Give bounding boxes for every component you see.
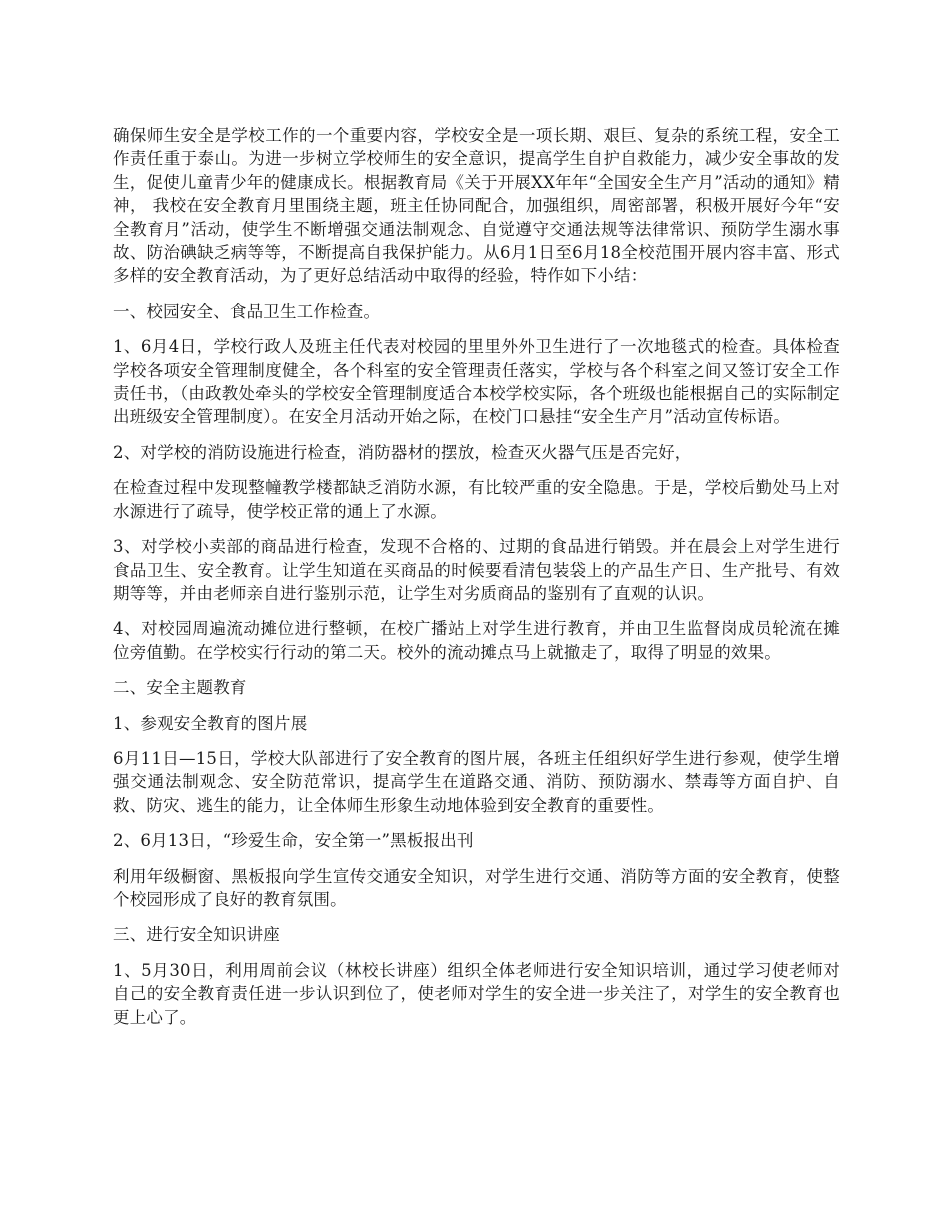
paragraph-item-1-inspection: 1、6月4日，学校行政人及班主任代表对校园的里里外外卫生进行了一次地毯式的检查。具体检查学校各项安全管理制度健全，各个科室的安全管理责任落实，学校与各个科室之间又签订安全工作责任书，（由政教处牵头的学校安全管理制度适合本校学校实际，各个班级也能根据自己的实际制定出班级安全管理制度）。在安全月活动开始之际，在校门口悬挂“安全生产月”活动宣传标语。 xyxy=(113,337,840,427)
paragraph-item-1-photo-exhibit: 1、参观安全教育的图片展 xyxy=(113,713,308,733)
paragraph-blackboard-detail: 利用年级橱窗、黑板报向学生宣传交通安全知识，对学生进行交通、消防等方面的安全教育，使整个校园形成了良好的教育氛围。 xyxy=(113,866,840,909)
document-body xyxy=(113,124,840,1041)
paragraph-item-1-training: 1、5月30日，利用周前会议（林校长讲座）组织全体老师进行安全知识培训，通过学习使老师对自己的安全教育责任进一步认识到位了，使老师对学生的安全进一步关注了，对学生的安全教育也更上心了。 xyxy=(113,960,840,1027)
paragraph-photo-exhibit-detail: 6月11日—15日，学校大队部进行了安全教育的图片展，各班主任组织好学生进行参观，使学生增强交通法制观念、安全防范常识，提高学生在道路交通、消防、预防溺水、禁毒等方面自护、自救、防灾、逃生的能力，让全体师生形象生动地体验到安全教育的重要性。 xyxy=(113,748,840,815)
paragraph-item-4-stalls: 4、对校园周遍流动摊位进行整顿，在校广播站上对学生进行教育，并由卫生监督岗成员轮流在摊位旁值勤。在学校实行行动的第二天。校外的流动摊点马上就撤走了，取得了明显的效果。 xyxy=(113,619,840,662)
section-heading-theme-education: 二、安全主题教育 xyxy=(113,678,247,698)
paragraph-item-2-blackboard: 2、6月13日，“珍爱生命，安全第一”黑板报出刊 xyxy=(113,831,474,851)
section-heading-campus-safety: 一、校园安全、食品卫生工作检查。 xyxy=(113,301,381,321)
section-heading-lecture: 三、进行安全知识讲座 xyxy=(113,925,280,945)
paragraph-water-source: 在检查过程中发现整幢教学楼都缺乏消防水源，有比较严重的安全隐患。于是，学校后勤处马上对水源进行了疏导，使学校正常的通上了水源。 xyxy=(113,478,840,521)
paragraph-item-3-shop-inspection: 3、对学校小卖部的商品进行检查，发现不合格的、过期的食品进行销毁。并在晨会上对学生进行食品卫生、安全教育。让学生知道在买商品的时候要看清包装袋上的产品生产日、生产批号、有效期等等，并由老师亲自进行鉴别示范，让学生对劣质商品的鉴别有了直观的认识。 xyxy=(113,537,840,603)
intro-paragraph: 确保师生安全是学校工作的一个重要内容，学校安全是一项长期、艰巨、复杂的系统工程，安全工作责任重于泰山。为进一步树立学校师生的安全意识，提高学生自护自救能力，减少安全事故的发生，促使儿童青少年的健康成长。根据教育局《关于开展XX年年“全国安全生产月”活动的通知》精神， 我校在安全教育月里围绕主题，班主任协同配合，加强组织，周密部署，积极开展好今年“安全教育月”活动，使学生不断增强交通法制观念、自觉遵守交通法规等法律常识、预防学生溺水事故、防治碘缺乏病等等，不断提高自我保护能力。从6月1日至6月18全校范围开展内容丰富、形式多样的安全教育活动，为了更好总结活动中取得的经验，特作如下小结： xyxy=(113,126,840,286)
paragraph-item-2-fire-facilities: 2、对学校的消防设施进行检查，消防器材的摆放，检查灭火器气压是否完好， xyxy=(113,442,692,462)
